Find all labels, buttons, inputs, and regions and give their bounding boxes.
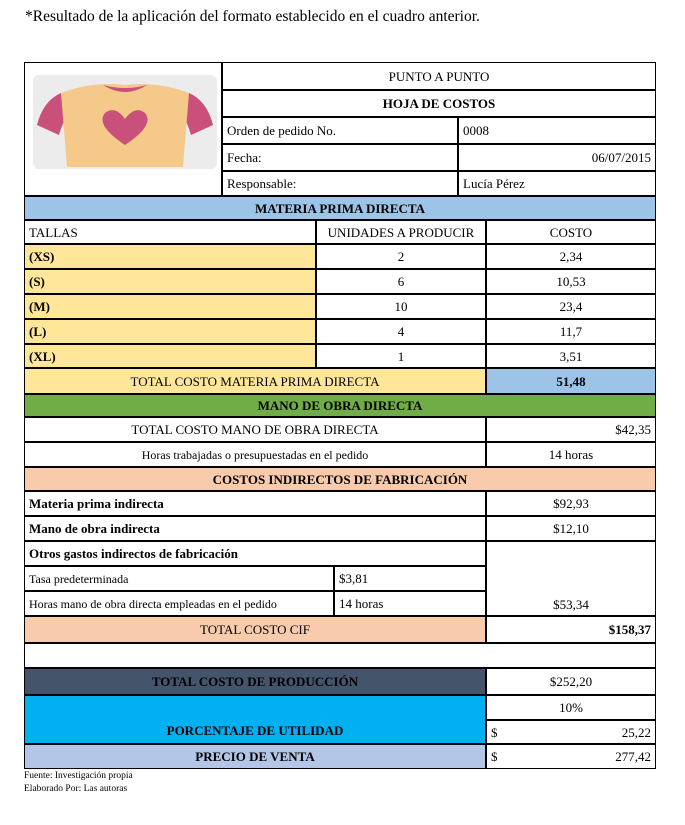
mod-hours-label: Horas trabajadas o presupuestadas en el pedido xyxy=(24,442,486,467)
horas-mod-value: 14 horas xyxy=(334,591,486,616)
venta-value: 277,42 xyxy=(526,744,656,769)
responsible-value: Lucía Pérez xyxy=(458,171,656,196)
spacer-row xyxy=(24,643,656,668)
utilidad-currency: $ xyxy=(486,720,526,744)
venta-label: PRECIO DE VENTA xyxy=(24,744,486,769)
unidades-cell: 1 xyxy=(316,344,486,368)
utilidad-value: 25,22 xyxy=(526,720,656,744)
company-name: PUNTO A PUNTO xyxy=(222,62,656,90)
talla-cell: (XL) xyxy=(24,344,316,368)
talla-cell: (L) xyxy=(24,319,316,344)
produccion-value: $252,20 xyxy=(486,668,656,695)
utilidad-pct: 10% xyxy=(486,695,656,720)
costo-cell: 11,7 xyxy=(486,319,656,344)
unidades-cell: 10 xyxy=(316,294,486,319)
mo-indirecta-value: $12,10 xyxy=(486,516,656,541)
date-label: Fecha: xyxy=(222,144,458,171)
unidades-cell: 2 xyxy=(316,244,486,269)
mp-indirecta-label: Materia prima indirecta xyxy=(24,491,486,516)
mpd-section-title: MATERIA PRIMA DIRECTA xyxy=(24,196,656,220)
tasa-label: Tasa predeterminada xyxy=(24,566,334,591)
costo-cell: 2,34 xyxy=(486,244,656,269)
utilidad-label: PORCENTAJE DE UTILIDAD xyxy=(24,695,486,744)
talla-cell: (S) xyxy=(24,269,316,294)
sheet-title: HOJA DE COSTOS xyxy=(222,90,656,117)
tasa-value: $3,81 xyxy=(334,566,486,591)
mo-indirecta-label: Mano de obra indirecta xyxy=(24,516,486,541)
mod-total-value: $42,35 xyxy=(486,417,656,442)
cif-total-value: $158,37 xyxy=(486,616,656,643)
mod-total-label: TOTAL COSTO MANO DE OBRA DIRECTA xyxy=(24,417,486,442)
cif-total-label: TOTAL COSTO CIF xyxy=(24,616,486,643)
responsible-label: Responsable: xyxy=(222,171,458,196)
mpd-total-label: TOTAL COSTO MATERIA PRIMA DIRECTA xyxy=(24,368,486,394)
otros-gastos-value: $53,34 xyxy=(486,541,656,616)
otros-gastos-label: Otros gastos indirectos de fabricación xyxy=(24,541,486,566)
talla-cell: (M) xyxy=(24,294,316,319)
mod-section-title: MANO DE OBRA DIRECTA xyxy=(24,394,656,417)
horas-mod-label: Horas mano de obra directa empleadas en el pedido xyxy=(24,591,334,616)
mp-indirecta-value: $92,93 xyxy=(486,491,656,516)
unidades-cell: 6 xyxy=(316,269,486,294)
product-image-cell xyxy=(24,62,222,196)
col-unidades: UNIDADES A PRODUCIR xyxy=(316,220,486,244)
shirt-image xyxy=(33,75,217,169)
costo-cell: 3,51 xyxy=(486,344,656,368)
talla-cell: (XS) xyxy=(24,244,316,269)
col-costo: COSTO xyxy=(486,220,656,244)
costo-cell: 10,53 xyxy=(486,269,656,294)
date-value: 06/07/2015 xyxy=(458,144,656,171)
footer-elaborado: Elaborado Por: Las autoras xyxy=(24,784,128,794)
cif-section-title: COSTOS INDIRECTOS DE FABRICACIÓN xyxy=(24,467,656,491)
mod-hours-value: 14 horas xyxy=(486,442,656,467)
col-tallas: TALLAS xyxy=(24,220,316,244)
order-value: 0008 xyxy=(458,117,656,144)
cost-sheet xyxy=(24,62,656,769)
caption: *Resultado de la aplicación del formato establecido en el cuadro anterior. xyxy=(25,8,480,25)
costo-cell: 23,4 xyxy=(486,294,656,319)
venta-currency: $ xyxy=(486,744,526,769)
mpd-total-value: 51,48 xyxy=(486,368,656,394)
produccion-label: TOTAL COSTO DE PRODUCCIÓN xyxy=(24,668,486,695)
footer-fuente: Fuente: Investigación propia xyxy=(24,771,133,781)
order-label: Orden de pedido No. xyxy=(222,117,458,144)
unidades-cell: 4 xyxy=(316,319,486,344)
